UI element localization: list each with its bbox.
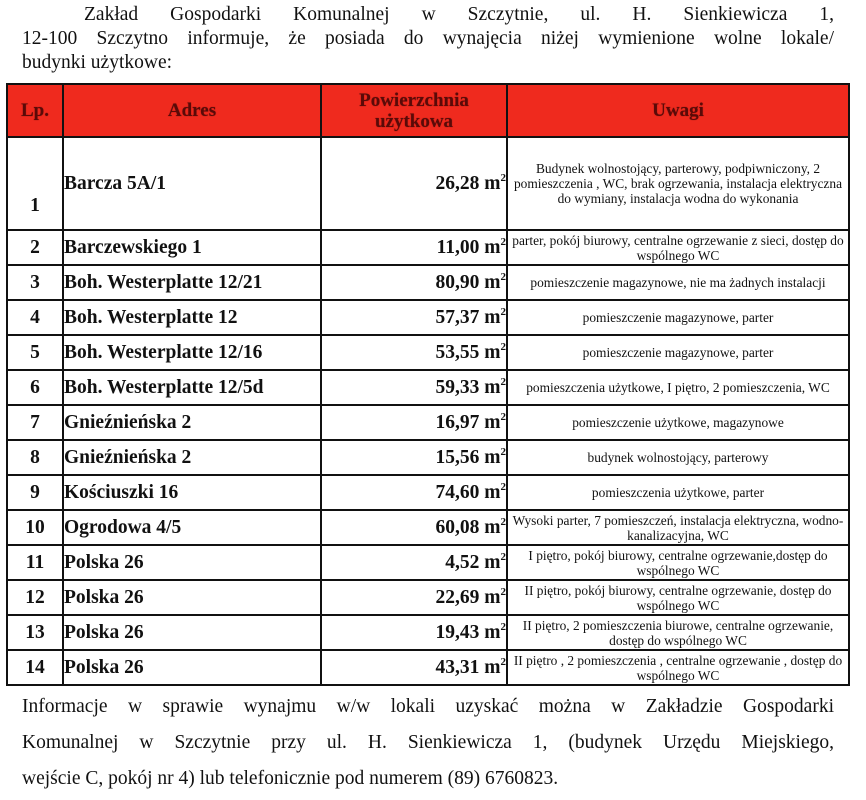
area-unit: m	[484, 411, 501, 433]
area-value: 60,08	[435, 516, 480, 538]
table-row	[7, 545, 849, 580]
area-unit-exponent: 2	[500, 550, 506, 563]
area-unit: m	[484, 341, 501, 363]
cell-uwagi: II piętro, pokój biurowy, centralne ogrzewanie, dostęp do wspólnego WC	[507, 580, 849, 615]
area-unit-exponent: 2	[500, 270, 506, 283]
cell-powierzchnia	[321, 650, 507, 685]
intro-line-1: Zakład Gospodarki Komunalnej w Szczytnie, ul. H. Sienkiewicza 1,	[84, 4, 834, 25]
header-powierzchnia-line2: użytkowa	[374, 110, 454, 132]
area-value: 74,60	[435, 481, 480, 503]
header-uwagi: Uwagi	[507, 84, 849, 137]
area-unit-exponent: 2	[500, 585, 506, 598]
cell-lp: 2	[7, 230, 63, 265]
area-unit-exponent: 2	[500, 655, 506, 668]
outro-line-2: Komunalnej w Szczytnie przy ul. H. Sienkiewicza 1, (budynek Urzędu Miejskiego,	[22, 732, 834, 753]
cell-uwagi: I piętro, pokój biurowy, centralne ogrzewanie,dostęp do wspólnego WC	[507, 545, 849, 580]
cell-lp: 4	[7, 300, 63, 335]
table-row	[7, 475, 849, 510]
cell-uwagi: Budynek wolnostojący, parterowy, podpiwniczony, 2 pomieszczenia , WC, brak ogrzewania, instalacja elektryczna do wymiany, instalacja wodna do wykonania	[507, 137, 849, 230]
cell-uwagi: pomieszczenie magazynowe, nie ma żadnych instalacji	[507, 265, 849, 300]
cell-lp: 12	[7, 580, 63, 615]
table-row	[7, 440, 849, 475]
cell-powierzchnia	[321, 615, 507, 650]
area-unit-exponent: 2	[500, 375, 506, 388]
cell-lp: 9	[7, 475, 63, 510]
cell-powierzchnia	[321, 405, 507, 440]
cell-adres: Kościuszki 16	[63, 475, 321, 510]
area-value: 15,56	[435, 446, 480, 468]
premises-table	[6, 83, 850, 686]
table-row	[7, 137, 849, 230]
header-powierzchnia	[321, 84, 507, 137]
cell-lp: 14	[7, 650, 63, 685]
cell-powierzchnia	[321, 475, 507, 510]
cell-powierzchnia	[321, 300, 507, 335]
area-unit: m	[484, 516, 501, 538]
cell-lp: 11	[7, 545, 63, 580]
cell-adres: Polska 26	[63, 650, 321, 685]
intro-line-2: 12-100 Szczytno informuje, że posiada do wynajęcia niżej wymienione wolne lokale/	[22, 28, 834, 49]
cell-powierzchnia	[321, 265, 507, 300]
area-unit: m	[484, 236, 501, 258]
area-unit-exponent: 2	[500, 620, 506, 633]
cell-adres: Barczewskiego 1	[63, 230, 321, 265]
cell-lp: 7	[7, 405, 63, 440]
area-unit-exponent: 2	[500, 480, 506, 493]
area-unit-exponent: 2	[500, 235, 506, 248]
area-unit: m	[484, 551, 501, 573]
outro-line-3: wejście C, pokój nr 4) lub telefonicznie pod numerem (89) 6760823.	[22, 768, 559, 789]
cell-powierzchnia	[321, 510, 507, 545]
cell-lp: 5	[7, 335, 63, 370]
cell-adres: Polska 26	[63, 580, 321, 615]
area-value: 11,00	[436, 236, 480, 258]
area-value: 4,52	[445, 551, 480, 573]
table-row	[7, 370, 849, 405]
cell-powierzchnia	[321, 137, 507, 230]
area-unit: m	[484, 376, 501, 398]
table-row	[7, 265, 849, 300]
area-unit: m	[484, 621, 501, 643]
cell-lp: 8	[7, 440, 63, 475]
table-row	[7, 230, 849, 265]
cell-powierzchnia	[321, 440, 507, 475]
cell-powierzchnia	[321, 545, 507, 580]
cell-adres: Boh. Westerplatte 12/21	[63, 265, 321, 300]
table-header-row	[7, 84, 849, 137]
header-lp: Lp.	[7, 84, 63, 137]
area-unit-exponent: 2	[500, 515, 506, 528]
cell-uwagi: pomieszczenie magazynowe, parter	[507, 300, 849, 335]
cell-adres: Boh. Westerplatte 12/5d	[63, 370, 321, 405]
cell-powierzchnia	[321, 370, 507, 405]
cell-uwagi: Wysoki parter, 7 pomieszczeń, instalacja elektryczna, wodno-kanalizacyjna, WC	[507, 510, 849, 545]
cell-adres: Gnieźnieńska 2	[63, 440, 321, 475]
cell-uwagi: budynek wolnostojący, parterowy	[507, 440, 849, 475]
cell-adres: Polska 26	[63, 545, 321, 580]
area-value: 26,28	[435, 172, 480, 194]
intro-paragraph	[22, 3, 834, 75]
table-row	[7, 300, 849, 335]
header-powierzchnia-line1: Powierzchnia	[359, 89, 469, 111]
area-unit-exponent: 2	[500, 410, 506, 423]
area-unit: m	[484, 271, 501, 293]
cell-uwagi: II piętro, 2 pomieszczenia biurowe, centralne ogrzewanie, dostęp do wspólnego WC	[507, 615, 849, 650]
cell-lp: 13	[7, 615, 63, 650]
cell-lp: 10	[7, 510, 63, 545]
cell-adres: Barcza 5A/1	[63, 137, 321, 230]
table-row	[7, 580, 849, 615]
cell-uwagi: pomieszczenia użytkowe, I piętro, 2 pomieszczenia, WC	[507, 370, 849, 405]
area-unit: m	[484, 481, 501, 503]
area-value: 53,55	[435, 341, 480, 363]
cell-uwagi: pomieszczenia użytkowe, parter	[507, 475, 849, 510]
cell-uwagi: pomieszczenie użytkowe, magazynowe	[507, 405, 849, 440]
area-unit-exponent: 2	[500, 445, 506, 458]
area-unit: m	[484, 172, 501, 194]
area-value: 80,90	[435, 271, 480, 293]
area-unit: m	[484, 586, 501, 608]
area-unit-exponent: 2	[500, 340, 506, 353]
table-row	[7, 335, 849, 370]
table-row	[7, 510, 849, 545]
area-value: 19,43	[435, 621, 480, 643]
outro-line-1: Informacje w sprawie wynajmu w/w lokali uzyskać można w Zakładzie Gospodarki	[22, 696, 834, 717]
area-value: 43,31	[435, 656, 480, 678]
area-unit: m	[484, 306, 501, 328]
cell-lp: 1	[7, 137, 63, 230]
area-unit: m	[484, 446, 501, 468]
contact-paragraph	[22, 689, 834, 797]
cell-lp: 3	[7, 265, 63, 300]
table-row	[7, 650, 849, 685]
area-unit: m	[484, 656, 501, 678]
table-row	[7, 405, 849, 440]
area-value: 59,33	[435, 376, 480, 398]
cell-adres: Boh. Westerplatte 12/16	[63, 335, 321, 370]
cell-uwagi: parter, pokój biurowy, centralne ogrzewanie z sieci, dostęp do wspólnego WC	[507, 230, 849, 265]
cell-adres: Polska 26	[63, 615, 321, 650]
cell-powierzchnia	[321, 335, 507, 370]
cell-powierzchnia	[321, 580, 507, 615]
cell-uwagi: pomieszczenie magazynowe, parter	[507, 335, 849, 370]
table-row	[7, 615, 849, 650]
cell-uwagi: II piętro , 2 pomieszczenia , centralne ogrzewanie , dostęp do wspólnego WC	[507, 650, 849, 685]
cell-adres: Boh. Westerplatte 12	[63, 300, 321, 335]
cell-adres: Gnieźnieńska 2	[63, 405, 321, 440]
cell-adres: Ogrodowa 4/5	[63, 510, 321, 545]
header-adres: Adres	[63, 84, 321, 137]
intro-line-3: budynki użytkowe:	[22, 52, 173, 73]
cell-powierzchnia	[321, 230, 507, 265]
area-unit-exponent: 2	[500, 305, 506, 318]
area-value: 22,69	[435, 586, 480, 608]
area-value: 57,37	[435, 306, 480, 328]
area-value: 16,97	[435, 411, 480, 433]
cell-lp: 6	[7, 370, 63, 405]
area-unit-exponent: 2	[500, 171, 506, 184]
